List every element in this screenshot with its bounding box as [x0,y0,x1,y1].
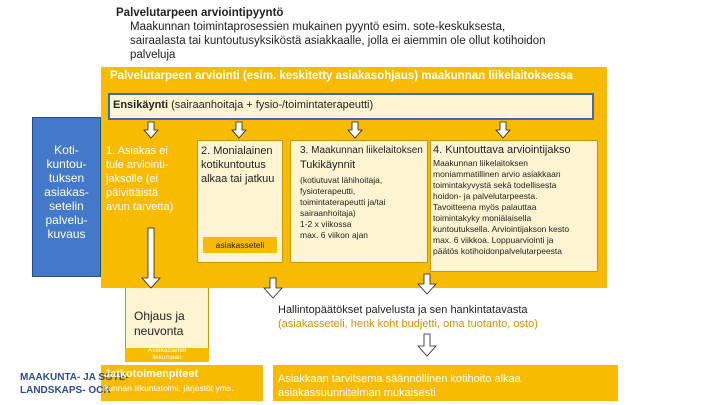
mobility-voucher-label: Asiakasseteli likkumaan [148,347,186,361]
decisions-title: Hallintopäätökset palvelusta ja sen hankintatavasta [278,304,528,316]
guidance-label: Ohjaus ja neuvonta [134,309,185,338]
arrow-down-care [418,334,436,356]
arrow-down-guidance [142,228,160,288]
option-3-title-line2: Tukikäynnit [300,159,356,171]
arrow-left-decisions [264,278,282,298]
assessment-title: Palvelutarpeen arviointi (esim. keskitetty asiakasohjaus) maakunnan liikelaitoksessa [110,70,573,82]
follow-up-measures-title: Jatkotoimenpiteet [104,368,199,380]
request-title: Palvelutarpeen arviointipyyntö [116,7,284,19]
arrow-down-col2 [232,122,246,138]
option-2-title: 2. Monialainen kotikuntoutus alkaa tai jatkuu [201,145,275,185]
option-3-title-line1: 3. Maakunnan liikelaitoksen [300,145,423,156]
first-visit-rest: (sairaanhoitaja + fysio-/toimintaterapeutti) [168,99,374,111]
arrow-down-col4 [496,122,510,138]
follow-up-measures-sub: kunnan liikuntatoimi, järjestöt yms. [104,383,234,393]
option-1-text: 1. Asiakas ei tule arviointi- jaksolle (ei päivittäistä avun tarvetta) [106,145,174,213]
arrow-down-col3 [348,122,362,138]
voucher-chip-label: asiakasseteli [215,240,265,250]
arrow-down-decisions [418,274,436,294]
municipal-label: MAAKUNTA- JA SOTE- LANDSKAPS- OCH [20,372,129,396]
first-visit-bold: Ensikäynti [113,99,169,111]
option-3-body: (kotiutuvat lähihoitaja, fysioterapeutti, toimintaterapeutti ja/tai sairaanhoitaja) 1-2 x viikossa max. 6 viikon ajan [300,175,386,240]
decisions-sub: (asiakasseteli, henk koht budjetti, oma tuotanto, osto) [278,318,538,330]
arrow-down-col1 [144,122,158,138]
option-4-body: Maakunnan liikelaitoksen moniammatillinen arvio asiakkaan toimintakyvystä sekä todellisesta hoidon- ja palvelutarpeesta. Tavoitteena myös palauttaa toimintakyky moniälaisella kuntoutuksella. Arviointijakson kesto max. 6 viikkoa. Loppuarviointi ja päätös kotihoidonpalvelutarpeesta [433,158,570,256]
request-body: Maakunnan toimintaprosessien mukainen pyyntö esim. sote-keskuksesta, sairaalasta tai kuntoutusyksiköstä asiakkaalle, jolla ei aiemmin ole ollut kotihoidon palveluja [130,21,546,61]
regular-home-care-text: Asiakkaan tarvitsema säännöllinen kotihoito alkaa asiakassuunnitelman mukaisesti [278,373,521,399]
home-care-voucher-label: Koti- kuntou- tuksen asiakas- setelin palvelu- kuvaus [44,143,89,241]
option-4-title: 4. Kuntouttava arviointijakso [433,144,571,156]
